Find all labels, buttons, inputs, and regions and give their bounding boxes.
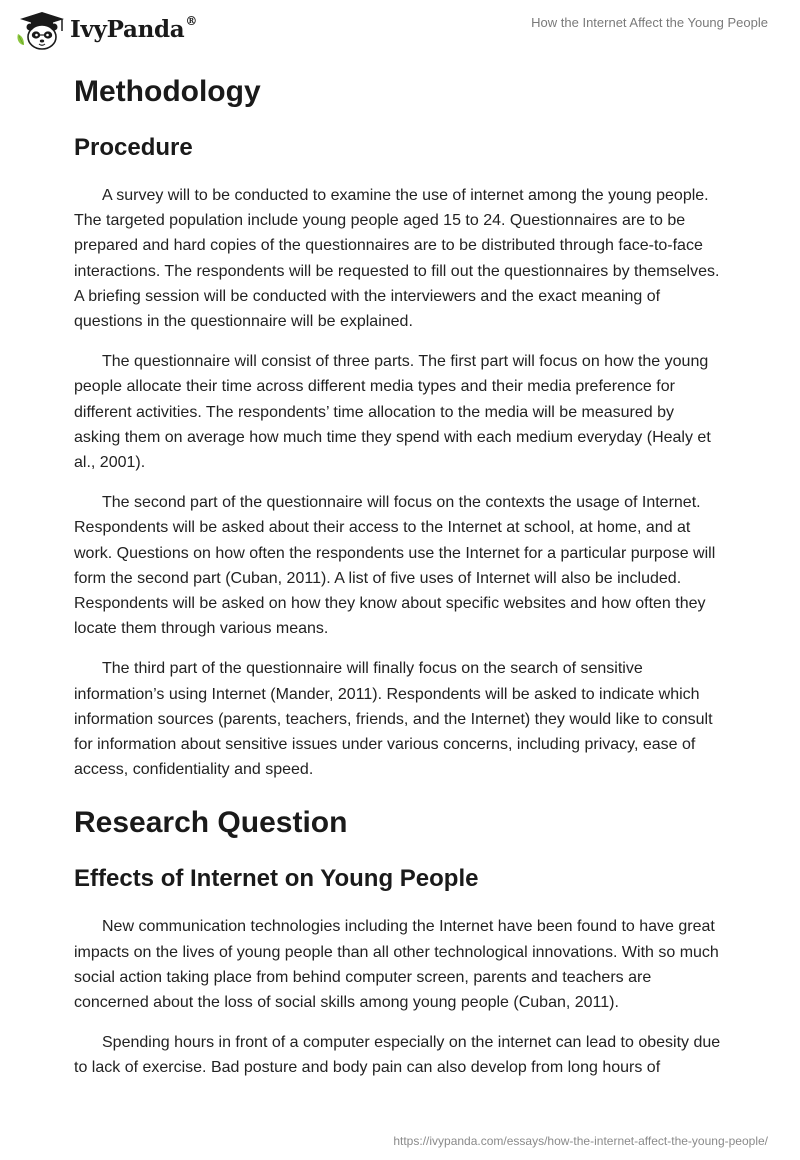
subheading-effects: Effects of Internet on Young People: [74, 865, 479, 893]
subheading-procedure: Procedure: [74, 134, 193, 161]
heading-methodology: Methodology: [74, 75, 261, 108]
article-body: [74, 60, 724, 1081]
document-title: How the Internet Affect the Young People: [531, 15, 768, 30]
registered-mark: ®: [185, 14, 198, 29]
paragraph: Spending hours in front of a computer especially on the internet can lead to obesity due to lack of exercise. Bad posture and body pain can also develop from long hours of: [74, 1034, 721, 1077]
ivypanda-logo[interactable]: [14, 10, 197, 50]
paragraph: A survey will to be conducted to examine the use of internet among the young people. The targeted population include young people aged 15 to 24. Questionnaires are to be prepared and hard copies of the questionnaires are to be distributed through face-to-face interactions. The respondents will be requested to fill out the questionnaires by themselves. A briefing session will be conducted with the interviewers and the exact meaning of questions in the questionnaire will be explained.: [74, 187, 720, 331]
paragraph: The second part of the questionnaire will focus on the contexts the usage of Internet. Respondents will be asked about their access to the Internet at school, at home, and at work. Questions on how often the respondents use the Internet for a particular purpose will form the second part (Cuban, 2011). A list of five uses of Internet will also be included. Respondents will be asked on how they know about specific websites and how often they locate them through various means.: [74, 494, 716, 638]
heading-research-question: Research Question: [74, 806, 348, 840]
page-header: [0, 0, 800, 60]
panda-graduate-icon: [14, 10, 66, 50]
paragraph: The questionnaire will consist of three parts. The first part will focus on how the young people allocate their time across different media types and their media preference for different activities. The respondents’ time allocation to the media will be measured by asking them on average how much time they spend with each medium everyday (Healy et al., 2001).: [74, 353, 711, 472]
paragraph: New communication technologies including the Internet have been found to have great impacts on the lives of young people than all other technological innovations. With so much social action taking place from behind computer screen, parents and teachers are concerned about the loss of social skills among young people (Cuban, 2011).: [74, 918, 719, 1012]
logo-wordmark: IvyPanda®: [70, 14, 198, 43]
source-url[interactable]: https://ivypanda.com/essays/how-the-internet-affect-the-young-people/: [393, 1134, 768, 1148]
paragraph: The third part of the questionnaire will finally focus on the search of sensitive information’s using Internet (Mander, 2011). Respondents will be asked to indicate which information sources (parents, teachers, friends, and the Internet) they would like to consult for information about sensitive issues under various concerns, including privacy, ease of access, confidentiality and speed.: [74, 660, 713, 779]
